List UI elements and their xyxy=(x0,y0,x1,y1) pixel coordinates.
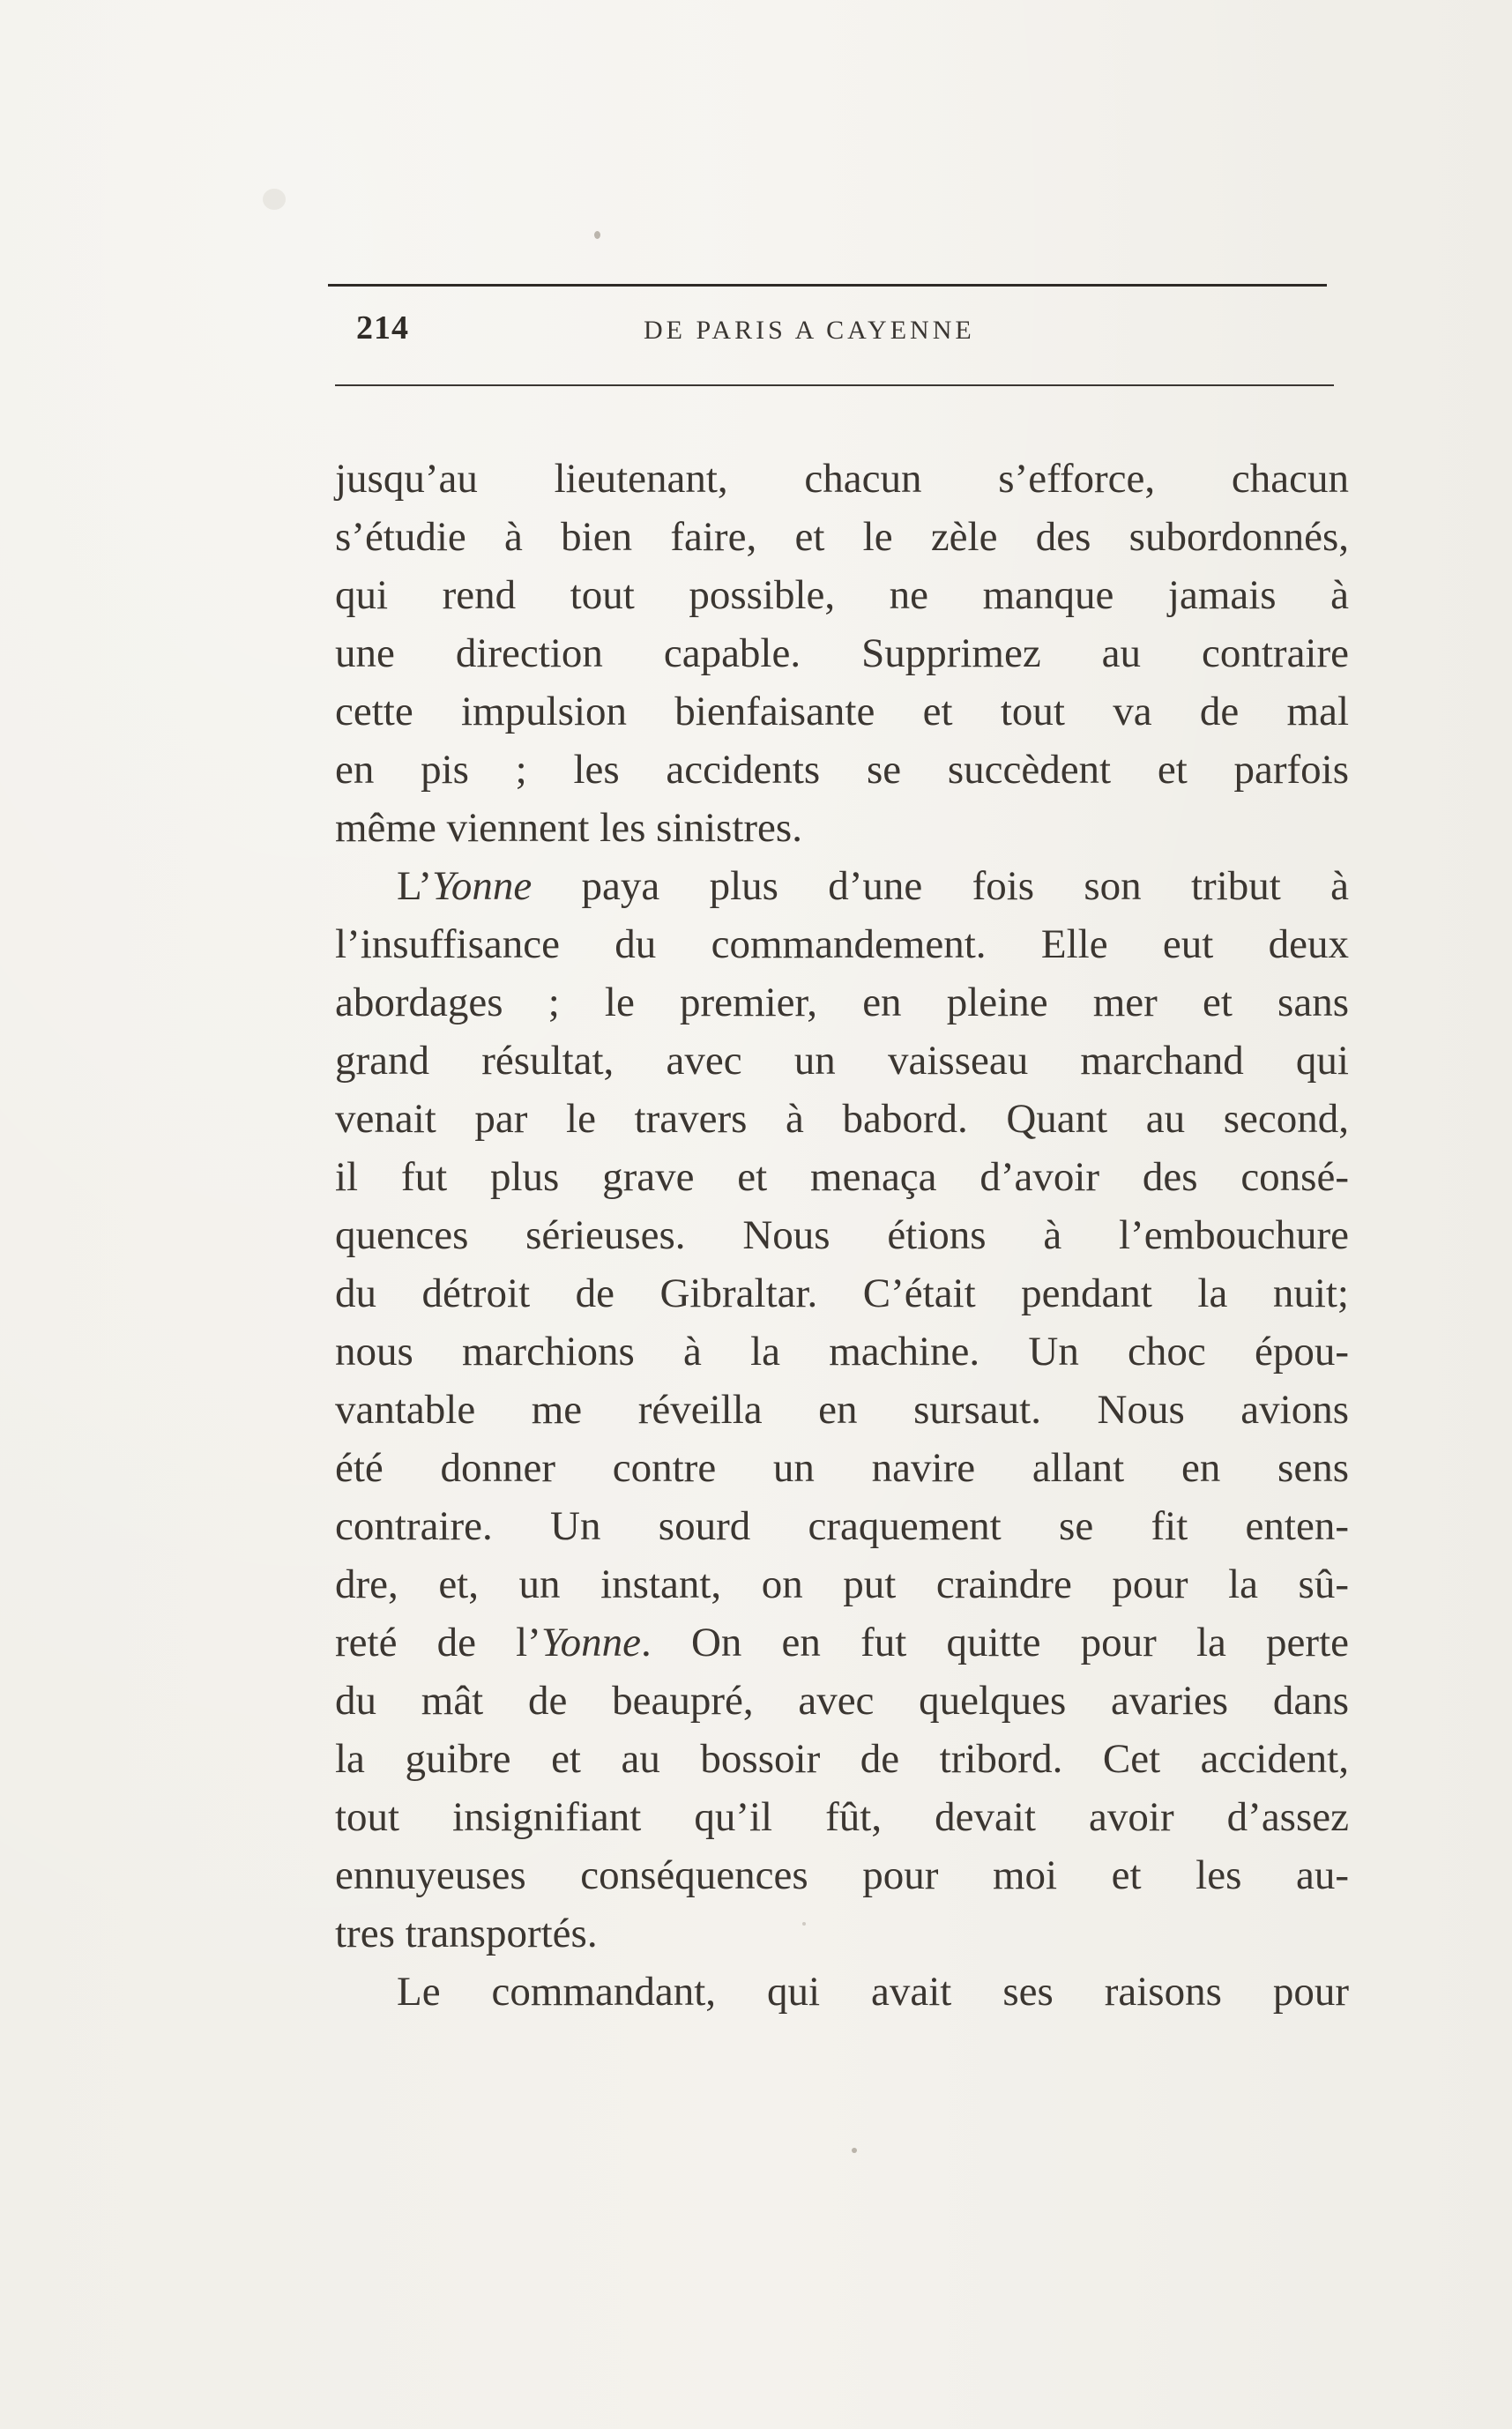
text-line: tres transportés. xyxy=(335,1911,598,1956)
header-rule-top xyxy=(328,284,1327,287)
text-line: tout insignifiant qu’il fût, devait avoir d’assez xyxy=(335,1794,1349,1840)
ink-speck xyxy=(852,2148,857,2153)
text-line: été donner contre un navire allant en sens xyxy=(335,1445,1349,1491)
text-line: nous marchions à la machine. Un choc épou- xyxy=(335,1329,1349,1375)
text-line: une direction capable. Supprimez au contraire xyxy=(335,630,1349,676)
ship-name: Yonne xyxy=(432,863,533,909)
text-line: contraire. Un sourd craquement se fit enten- xyxy=(335,1503,1349,1549)
running-head xyxy=(353,309,1322,361)
text-line: abordages ; le premier, en pleine mer et sans xyxy=(335,980,1349,1025)
text-line: venait par le travers à babord. Quant au second, xyxy=(335,1096,1349,1142)
text-line: cette impulsion bienfaisante et tout va de mal xyxy=(335,689,1349,734)
text-line: ennuyeuses conséquences pour moi et les au- xyxy=(335,1852,1349,1898)
page-number: 214 xyxy=(356,309,409,346)
body-text xyxy=(335,450,1349,2021)
text-line: il fut plus grave et menaça d’avoir des consé- xyxy=(335,1154,1349,1200)
text-line: du détroit de Gibraltar. C’était pendant la nuit; xyxy=(335,1270,1349,1316)
text-line: l’insuffisance du commandement. Elle eut deux xyxy=(335,921,1349,967)
text-line: dre, et, un instant, on put craindre pour la sû- xyxy=(335,1561,1349,1607)
text-line: Le commandant, qui avait ses raisons pour xyxy=(397,1969,1349,2015)
header-rule-bottom xyxy=(335,384,1334,386)
text-line: qui rend tout possible, ne manque jamais à xyxy=(335,572,1349,618)
text-line: jusqu’au lieutenant, chacun s’efforce, chacun xyxy=(335,456,1349,502)
running-title: DE PARIS A CAYENNE xyxy=(644,316,975,345)
ink-speck xyxy=(594,231,600,239)
paper-stain xyxy=(263,189,286,210)
text-line: s’étudie à bien faire, et le zèle des subordonnés, xyxy=(335,514,1349,560)
text-line: la guibre et au bossoir de tribord. Cet accident, xyxy=(335,1736,1349,1782)
text-line: en pis ; les accidents se succèdent et parfois xyxy=(335,747,1349,793)
text-line: même viennent les sinistres. xyxy=(335,805,802,851)
text-line: reté de l’Yonne. On en fut quitte pour la perte xyxy=(335,1620,1349,1665)
text-line: quences sérieuses. Nous étions à l’embouchure xyxy=(335,1212,1349,1258)
text-line: grand résultat, avec un vaisseau marchand qui xyxy=(335,1038,1349,1084)
text-line: du mât de beaupré, avec quelques avaries dans xyxy=(335,1678,1349,1724)
ship-name: Yonne xyxy=(540,1620,642,1665)
text-line: vantable me réveilla en sursaut. Nous avions xyxy=(335,1387,1349,1433)
text-line: L’Yonne paya plus d’une fois son tribut à xyxy=(397,863,1349,909)
